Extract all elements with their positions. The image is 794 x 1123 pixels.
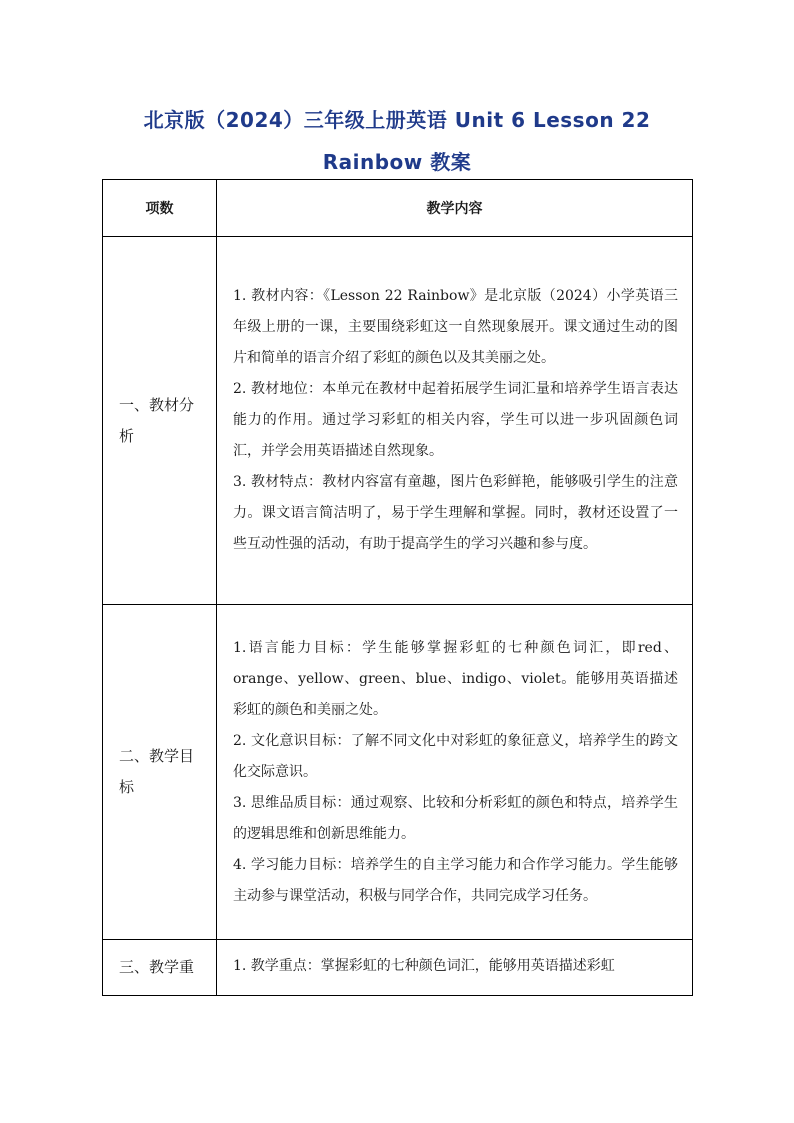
paragraph: 4. 学习能力目标：培养学生的自主学习能力和合作学习能力。学生能够主动参与课堂活动，积极与同学合作，共同完成学习任务。 — [233, 856, 678, 904]
paragraph: 2. 文化意识目标：了解不同文化中对彩虹的象征意义，培养学生的跨文化交际意识。 — [233, 732, 678, 780]
header-content: 教学内容 — [217, 180, 693, 237]
lesson-plan-table — [102, 179, 693, 996]
row-label-material-analysis: 一、教材分析 — [103, 237, 217, 605]
paragraph: 1. 教学重点：掌握彩虹的七种颜色词汇，能够用英语描述彩虹 — [233, 958, 615, 974]
paragraph: 3. 教材特点：教材内容富有童趣，图片色彩鲜艳，能够吸引学生的注意力。课文语言简洁明了，易于学生理解和掌握。同时，教材还设置了一些互动性强的活动，有助于提高学生的学习兴趣和参与度。 — [233, 474, 678, 552]
document-title-line-2: Rainbow 教案 — [322, 150, 472, 174]
document-title-line-1: 北京版（2024）三年级上册英语 Unit 6 Lesson 22 — [143, 108, 651, 132]
row-label-teaching-focus: 三、教学重 — [103, 940, 217, 996]
paragraph: 3. 思维品质目标：通过观察、比较和分析彩虹的颜色和特点，培养学生的逻辑思维和创新思维能力。 — [233, 794, 678, 842]
paragraph: 2. 教材地位：本单元在教材中起着拓展学生词汇量和培养学生语言表达能力的作用。通过学习彩虹的相关内容，学生可以进一步巩固颜色词汇，并学会用英语描述自然现象。 — [233, 381, 678, 459]
table-row — [103, 940, 693, 996]
row-label-teaching-objectives: 二、教学目标 — [103, 605, 217, 940]
row-content-material-analysis — [217, 237, 693, 605]
row-content-teaching-objectives — [217, 605, 693, 940]
table-row — [103, 605, 693, 940]
row-content-teaching-focus — [217, 940, 693, 996]
table-header-row — [103, 180, 693, 237]
header-item: 项数 — [103, 180, 217, 237]
table-row — [103, 237, 693, 605]
paragraph: 1. 教材内容：《Lesson 22 Rainbow》是北京版（2024）小学英语三年级上册的一课，主要围绕彩虹这一自然现象展开。课文通过生动的图片和简单的语言介绍了彩虹的颜色以及其美丽之处。 — [233, 288, 678, 366]
paragraph: 1.语言能力目标：学生能够掌握彩虹的七种颜色词汇，即red、orange、yellow、green、blue、indigo、violet。能够用英语描述彩虹的颜色和美丽之处。 — [233, 639, 678, 718]
